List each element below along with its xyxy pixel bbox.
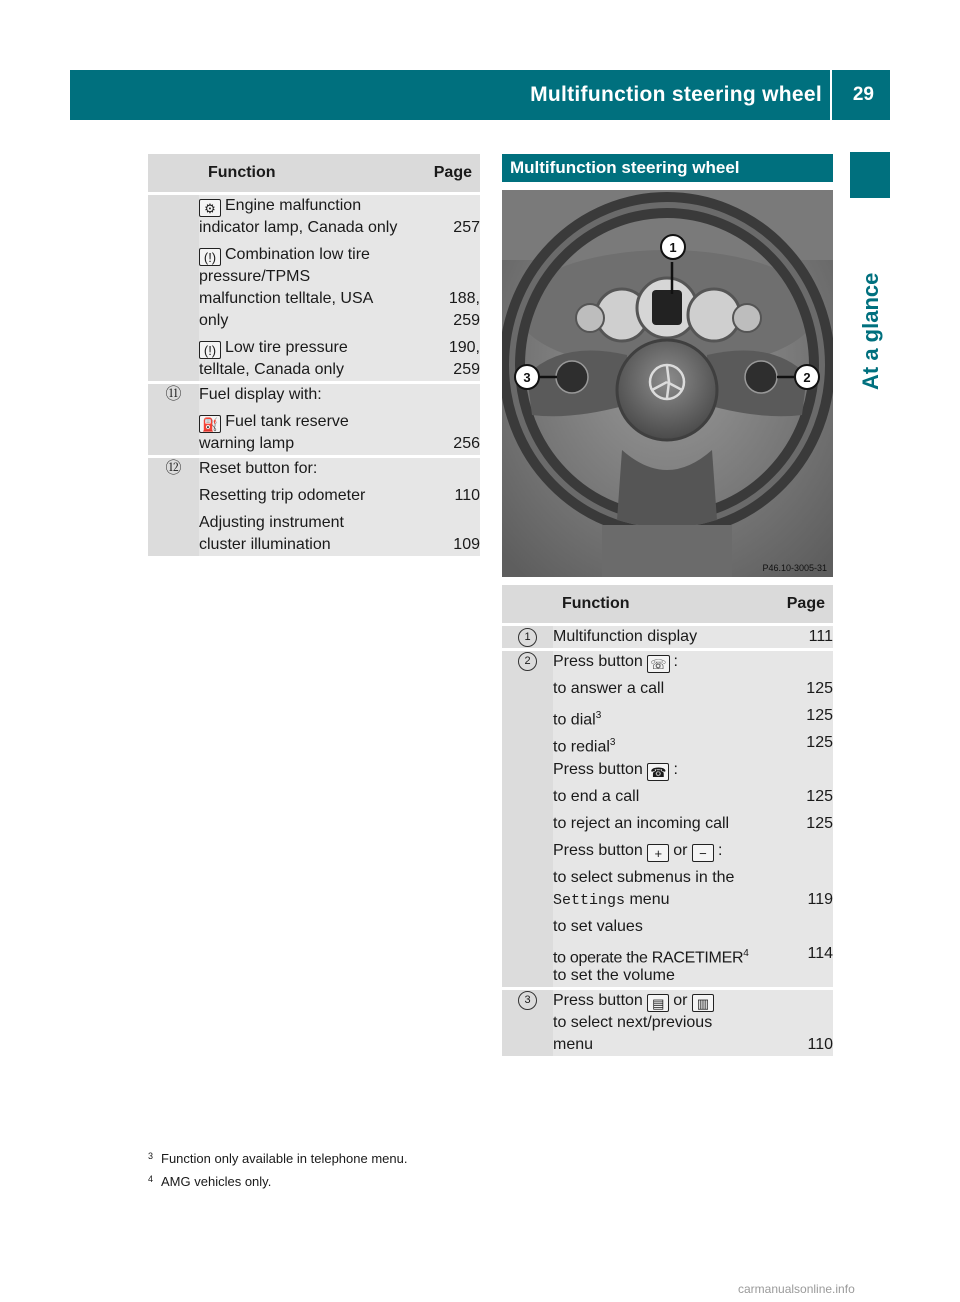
- right-function-table: [502, 585, 833, 1056]
- phone-hangup-icon: ☎: [647, 763, 669, 781]
- table-row: ⚙ Engine malfunction indicator lamp, Canada only (!) Combination low tire pressure/TPMS malfunction telltale, USA only (!) Low tire pressure telltale, Canada only 257 188, 259 190, 259: [148, 194, 480, 383]
- phone-pickup-icon: ☏: [647, 655, 669, 673]
- side-tab-label: At a glance: [858, 272, 883, 390]
- col-function-header: Function: [553, 585, 779, 625]
- tire-pressure-icon: (!): [199, 248, 221, 266]
- tire-pressure-icon: (!): [199, 341, 221, 359]
- footnote-3: $^3$ Function only available in telephone menu.: [148, 1151, 408, 1166]
- table-row: ⑪ Fuel display with: ⛽ Fuel tank reserve warning lamp 256: [148, 383, 480, 457]
- callout-3: [515, 365, 539, 389]
- item-number: 3: [518, 991, 537, 1010]
- left-function-table: [148, 154, 480, 556]
- table-row: 3 Press button ▤ or ▥ to select next/previous menu 110: [502, 989, 833, 1057]
- table-header-row: [502, 585, 833, 625]
- callout-2: [795, 365, 819, 389]
- col-page-header: Page: [427, 154, 480, 194]
- header-divider: [830, 70, 832, 120]
- svg-text:3: 3: [523, 370, 531, 385]
- callout-1: [661, 235, 685, 259]
- photo-code: P46.10-3005-31: [762, 563, 827, 573]
- header-title: Multifunction steering wheel: [530, 83, 822, 106]
- col-function-header: Function: [199, 154, 427, 194]
- minus-button-icon: −: [692, 844, 714, 862]
- page-number: 29: [852, 84, 874, 105]
- svg-text:1: 1: [669, 240, 677, 255]
- svg-text:2: 2: [803, 370, 811, 385]
- plus-button-icon: +: [647, 844, 669, 862]
- item-number: ⑪: [165, 386, 182, 403]
- menu-next-icon: ▤: [647, 994, 669, 1012]
- table-row: ⑫ Reset button for: Resetting trip odometer Adjusting instrument cluster illumination 110 109: [148, 457, 480, 557]
- footnote-4: $^4$ AMG vehicles only.: [148, 1174, 272, 1189]
- steering-wheel-illustration: [502, 190, 833, 577]
- item-number: ⑫: [165, 460, 182, 477]
- fuel-icon: ⛽: [199, 415, 221, 433]
- menu-previous-icon: ▥: [692, 994, 714, 1012]
- table-row: 1 Multifunction display 111: [502, 625, 833, 650]
- watermark: carmanualsonline.info: [738, 1282, 855, 1296]
- steering-wheel-photo: [502, 190, 833, 577]
- item-number: 2: [518, 652, 537, 671]
- page-header: [70, 70, 890, 120]
- side-tab-marker: [850, 152, 890, 198]
- table-header-row: [148, 154, 480, 194]
- footnotes: [148, 1146, 407, 1192]
- item-number: 1: [518, 628, 537, 647]
- section-heading: Multifunction steering wheel: [502, 154, 833, 182]
- table-row: 2 Press button ☏ : to answer a call to dial$^3$ to redial$^3$ Press button ☎ : to end a call to reject an incoming call Press button + or − : to select submenus in the Settings menu to set values to operate the RACETIMER$^4$ to set the volume 125 125 125 125 125 119 114: [502, 650, 833, 989]
- col-page-header: Page: [779, 585, 833, 625]
- engine-icon: ⚙: [199, 199, 221, 217]
